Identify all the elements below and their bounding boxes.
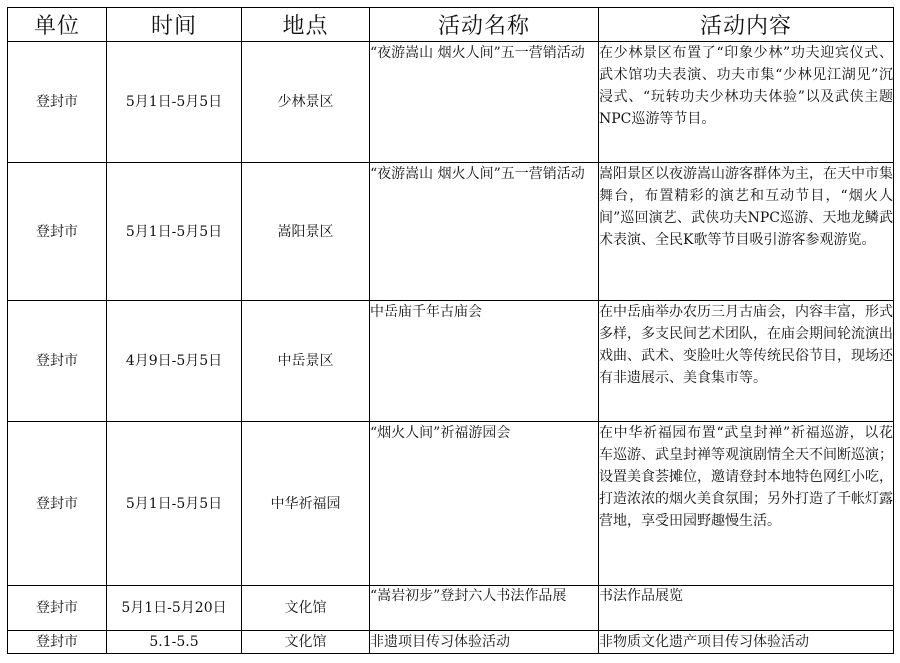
activity-content-cell: 在少林景区布置了“印象少林”功夫迎宾仪式、武术馆功夫表演、功夫市集“少林见江湖见”沉浸式、“玩转功夫少林功夫体验”以及武侠主题NPC巡游等节目。	[599, 42, 894, 163]
table-row	[8, 42, 894, 163]
time-cell: 4月9日-5月5日	[107, 301, 242, 422]
activity-name-cell: “嵩岩初步”登封六人书法作品展	[370, 586, 599, 631]
activity-content-cell: 嵩阳景区以夜游嵩山游客群体为主，在天中市集舞台，布置精彩的演艺和互动节目，“烟火人间”巡回演艺、武侠功夫NPC巡游、天地龙鳞武术表演、全民K歌等节目吸引游客参观游览。	[599, 163, 894, 301]
activity-name-cell: “夜游嵩山 烟火人间”五一营销活动	[370, 42, 599, 163]
activity-name-cell: “烟火人间”祈福游园会	[370, 422, 599, 586]
place-cell: 中华祈福园	[242, 422, 370, 586]
activity-table	[7, 7, 894, 654]
table-row	[8, 422, 894, 586]
time-cell: 5.1-5.5	[107, 631, 242, 654]
activity-name-cell: 中岳庙千年古庙会	[370, 301, 599, 422]
place-cell: 文化馆	[242, 631, 370, 654]
unit-cell: 登封市	[8, 631, 107, 654]
place-cell: 少林景区	[242, 42, 370, 163]
activity-name-cell: 非遗项目传习体验活动	[370, 631, 599, 654]
activity-content-cell: 书法作品展览	[599, 586, 894, 631]
activity-content-cell: 非物质文化遗产项目传习体验活动	[599, 631, 894, 654]
header-activity-content: 活动内容	[599, 8, 894, 42]
activity-content-cell: 在中岳庙举办农历三月古庙会，内容丰富，形式多样，多支民间艺术团队，在庙会期间轮流演出戏曲、武术、变脸吐火等传统民俗节目，现场还有非遗展示、美食集市等。	[599, 301, 894, 422]
header-row	[8, 8, 894, 42]
place-cell: 中岳景区	[242, 301, 370, 422]
table-row	[8, 163, 894, 301]
time-cell: 5月1日-5月20日	[107, 586, 242, 631]
table-row	[8, 586, 894, 631]
place-cell: 嵩阳景区	[242, 163, 370, 301]
header-time: 时间	[107, 8, 242, 42]
place-cell: 文化馆	[242, 586, 370, 631]
table-row	[8, 301, 894, 422]
time-cell: 5月1日-5月5日	[107, 163, 242, 301]
activity-name-cell: “夜游嵩山 烟火人间”五一营销活动	[370, 163, 599, 301]
unit-cell: 登封市	[8, 586, 107, 631]
unit-cell: 登封市	[8, 422, 107, 586]
unit-cell: 登封市	[8, 301, 107, 422]
time-cell: 5月1日-5月5日	[107, 422, 242, 586]
header-place: 地点	[242, 8, 370, 42]
time-cell: 5月1日-5月5日	[107, 42, 242, 163]
unit-cell: 登封市	[8, 163, 107, 301]
header-activity-name: 活动名称	[370, 8, 599, 42]
unit-cell: 登封市	[8, 42, 107, 163]
header-unit: 单位	[8, 8, 107, 42]
activity-content-cell: 在中华祈福园布置“武皇封禅”祈福巡游，以花车巡游、武皇封禅等观演剧情全天不间断巡演；设置美食荟摊位，邀请登封本地特色网红小吃，打造浓浓的烟火美食氛围；另外打造了千帐灯露营地，享受田园野趣慢生活。	[599, 422, 894, 586]
table-row	[8, 631, 894, 654]
